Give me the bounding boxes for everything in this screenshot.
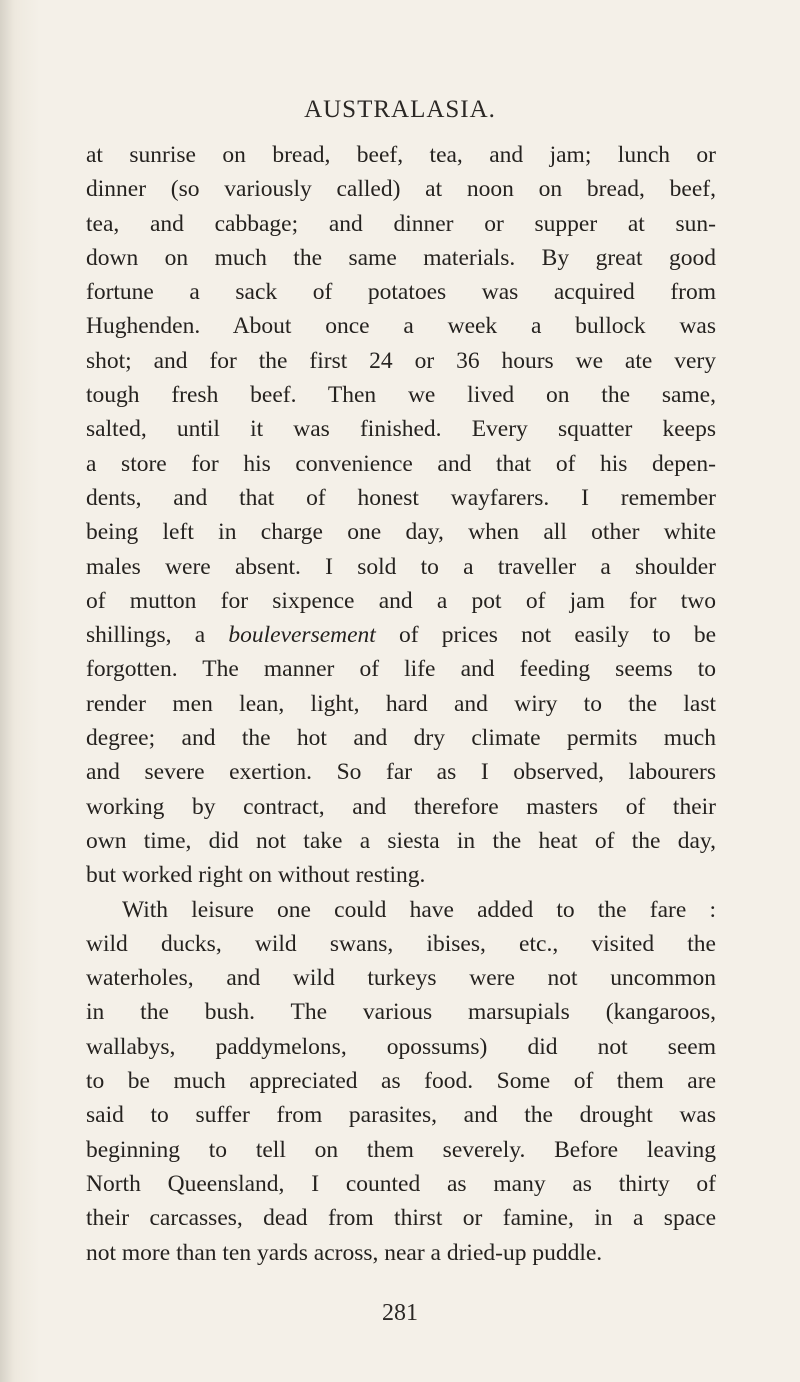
- text-line: fortune a sack of potatoes was acquired from: [86, 279, 716, 306]
- text-line: With leisure one could have added to the fare :: [122, 896, 716, 923]
- text-line: dinner (so variously called) at noon on bread, beef,: [86, 176, 716, 203]
- text-line: waterholes, and wild turkeys were not uncommon: [86, 965, 716, 992]
- text-line: not more than ten yards across, near a dried-up puddle.: [86, 1239, 603, 1266]
- text-line: degree; and the hot and dry climate permits much: [86, 725, 716, 752]
- italic-term: bouleversement: [228, 622, 376, 649]
- text-line: to be much appreciated as food. Some of them are: [86, 1068, 716, 1095]
- text-line: a store for his convenience and that of his depen-: [86, 450, 716, 477]
- body-text: [86, 138, 716, 1270]
- text-line: at sunrise on bread, beef, tea, and jam; lunch or: [86, 142, 716, 168]
- text-line: shot; and for the first 24 or 36 hours we ate very: [86, 347, 716, 374]
- text-line: beginning to tell on them severely. Before leaving: [86, 1136, 716, 1163]
- text-line: forgotten. The manner of life and feeding seems to: [86, 656, 716, 683]
- text-line: own time, did not take a siesta in the heat of the day,: [86, 827, 716, 854]
- text-line: said to suffer from parasites, and the drought was: [86, 1102, 716, 1129]
- text-line: tea, and cabbage; and dinner or supper at sun-: [86, 210, 716, 237]
- text-line: their carcasses, dead from thirst or famine, in a space: [86, 1205, 716, 1232]
- text-segment: of prices not easily to be: [375, 622, 716, 649]
- text-line: wild ducks, wild swans, ibises, etc., visited the: [86, 930, 716, 957]
- text-line: Hughenden. About once a week a bullock was: [86, 313, 716, 340]
- text-line: males were absent. I sold to a traveller a shoulder: [86, 553, 716, 580]
- text-line: North Queensland, I counted as many as thirty of: [86, 1170, 716, 1197]
- text-line: render men lean, light, hard and wiry to the last: [86, 690, 716, 717]
- gutter-shadow: [0, 0, 14, 1382]
- text-line: dents, and that of honest wayfarers. I remember: [86, 484, 716, 511]
- text-line: tough fresh beef. Then we lived on the same,: [86, 382, 716, 409]
- text-line: but worked right on without resting.: [86, 862, 426, 889]
- text-line: salted, until it was finished. Every squatter keeps: [86, 416, 716, 443]
- text-line: and severe exertion. So far as I observed, labourers: [86, 759, 716, 786]
- text-line: [86, 618, 716, 652]
- text-line: working by contract, and therefore masters of their: [86, 793, 716, 820]
- text-line: in the bush. The various marsupials (kangaroos,: [86, 999, 716, 1026]
- text-segment: shillings, a: [86, 622, 229, 649]
- text-line: wallabys, paddymelons, opossums) did not seem: [86, 1033, 716, 1060]
- text-line: down on much the same materials. By great good: [86, 244, 716, 271]
- text-line: being left in charge one day, when all other white: [86, 519, 716, 546]
- running-head: AUSTRALASIA.: [304, 96, 496, 123]
- text-line: of mutton for sixpence and a pot of jam for two: [86, 587, 716, 614]
- page-number: 281: [382, 1300, 418, 1326]
